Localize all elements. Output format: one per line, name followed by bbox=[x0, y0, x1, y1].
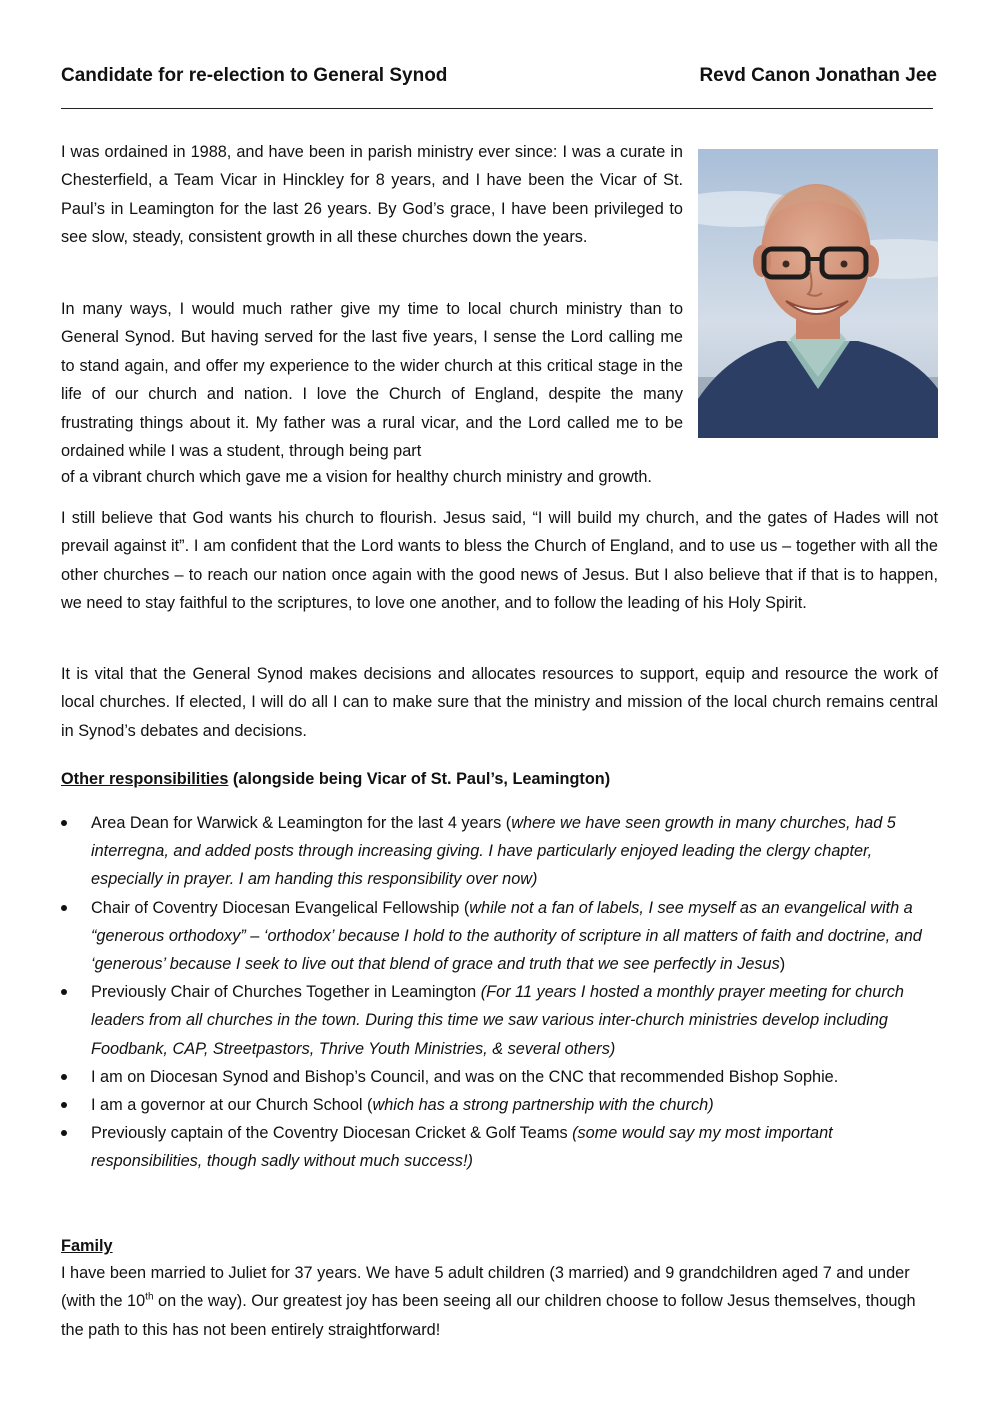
intro-paragraph-1: I was ordained in 1988, and have been in parish ministry ever since: I was a curate in Chesterfield, a Team Vicar in Hinckley for 8 years, and I have been the Vicar of St. Paul’s in Leamington for the last 26 years. By God’s grace, I have been privileged to see slow, steady, consistent growth in all these churches down the years. bbox=[61, 143, 683, 247]
list-item-text: I am on Diocesan Synod and Bishop’s Council, and was on the CNC that recommended Bishop Sophie. bbox=[91, 1067, 839, 1086]
responsibilities-list bbox=[61, 809, 941, 1176]
list-item-italic: (some would say my most important responsibilities, though sadly without much success!) bbox=[91, 1124, 833, 1171]
list-item-text: I am a governor at our Church School ( bbox=[91, 1096, 373, 1115]
list-item bbox=[61, 809, 941, 894]
list-item bbox=[61, 1091, 941, 1119]
belief-paragraph: I still believe that God wants his church to flourish. Jesus said, “I will build my church, and the gates of Hades will not prevail against it”. I am confident that the Lord wants to bless the Church of England, and to use us – together with all the other churches – to reach our nation once again with the good news of Jesus. But I also believe that if that is to happen, we need to stay faithful to the scriptures, to love one another, and to follow the leading of his Holy Spirit. bbox=[61, 509, 938, 613]
list-item bbox=[61, 1063, 941, 1091]
list-item-text: Previously Chair of Churches Together in Leamington bbox=[91, 983, 481, 1002]
list-item-after: ) bbox=[779, 955, 786, 974]
family-paragraph bbox=[61, 1259, 941, 1344]
bullet-icon bbox=[61, 989, 67, 995]
bullet-icon bbox=[61, 1102, 67, 1108]
list-item-italic: (For 11 years I hosted a monthly prayer meeting for church leaders from all churches in the town. During this time we saw various inter-church ministries develop including Foodbank, CAP, Streetpastors, Thrive Youth Ministries, & several others) bbox=[91, 983, 904, 1058]
intro-paragraph-2-continued: of a vibrant church which gave me a vision for healthy church ministry and growth. bbox=[61, 468, 652, 486]
intro-paragraph-2: In many ways, I would much rather give my time to local church ministry than to General Synod. But having served for the last five years, I sense the Lord calling me to stand again, and offer my experience to the wider church at this critical stage in the life of our church and nation. I love the Church of England, despite the many frustrating things about it. My father was a rural vicar, and the Lord called me to be ordained while I was a student, through being part bbox=[61, 300, 683, 461]
bullet-icon bbox=[61, 1074, 67, 1080]
header-title: Candidate for re-election to General Synod bbox=[61, 65, 448, 86]
list-item bbox=[61, 894, 941, 979]
list-item-italic: which has a strong partnership with the church) bbox=[372, 1096, 714, 1115]
list-item-text: Area Dean for Warwick & Leamington for the last 4 years ( bbox=[91, 814, 512, 832]
family-text-2: on the way). Our greatest joy has been seeing all our children choose to follow Jesus themselves, though the path to this has not been entirely straightforward! bbox=[61, 1292, 916, 1339]
list-item bbox=[61, 1119, 941, 1175]
responsibilities-heading-underlined: Other responsibilities bbox=[61, 770, 229, 788]
document-header bbox=[61, 62, 937, 90]
header-rule bbox=[61, 108, 933, 109]
responsibilities-heading-rest: (alongside being Vicar of St. Paul’s, Leamington) bbox=[228, 770, 611, 788]
bullet-icon bbox=[61, 905, 67, 911]
synod-paragraph: It is vital that the General Synod makes decisions and allocates resources to support, equip and resource the work of local churches. If elected, I will do all I can to make sure that the ministry and mission of the local church remains central in Synod’s debates and decisions. bbox=[61, 665, 938, 740]
responsibilities-heading bbox=[61, 765, 610, 793]
bullet-icon bbox=[61, 820, 67, 826]
candidate-name: Revd Canon Jonathan Jee bbox=[699, 65, 937, 86]
bullet-icon bbox=[61, 1130, 67, 1136]
list-item-text: Previously captain of the Coventry Diocesan Cricket & Golf Teams bbox=[91, 1124, 573, 1143]
list-item bbox=[61, 978, 941, 1063]
list-item-italic: where we have seen growth in many churches, had 5 interregna, and added posts through increasing giving. I have particularly enjoyed leading the clergy chapter, especially in prayer. I am handing this responsibility over now) bbox=[91, 814, 896, 889]
candidate-photo bbox=[698, 149, 938, 438]
list-item-italic: while not a fan of labels, I see myself as an evangelical with a “generous orthodoxy” – ‘orthodox’ because I hold to the authority of scripture in all matters of faith and doctrine, and ‘generous’ because I seek to live out that blend of grace and truth that we see perfectly in Jesus bbox=[91, 898, 922, 974]
family-text-1: I have been married to Juliet for 37 years. We have 5 adult children (3 married) and 9 grandchildren aged 7 and under (with the 10 bbox=[61, 1264, 910, 1311]
family-superscript: th bbox=[145, 1291, 154, 1303]
list-item-text: Chair of Coventry Diocesan Evangelical Fellowship ( bbox=[91, 898, 470, 917]
family-heading: Family bbox=[61, 1237, 113, 1255]
